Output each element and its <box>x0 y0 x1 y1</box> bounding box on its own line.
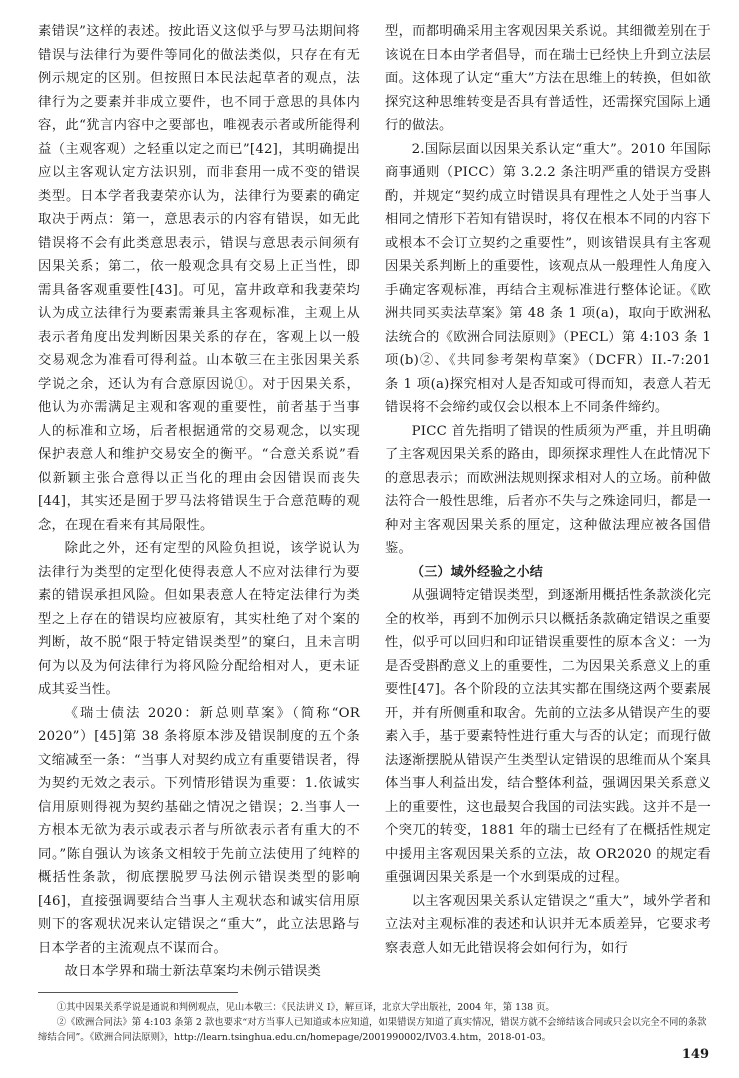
right-paragraph-4: 从强调特定错误类型，到逐渐用概括性条款淡化完全的枚举，再到不加例示只以概括条款确定错误之重要性，似乎可以回归和印证错误重要性的原本含义：一为是否受斟酌意义上的重要性，二为因果关系意义上的重要性[47]。各个阶段的立法其实都在围绕这两个要素展开，并有所侧重和取舍。先前的立法多从错误产生的要素入手，基于要素特性进行重大与否的认定；而现行做法逐渐摆脱从错误产生类型认定错误的思维而从个案具体当事人利益出发，结合整体利益，强调因果关系意义上的重要性，这也最契合我国的司法实践。这并不是一个突兀的转变，1881 年的瑞士已经有了在概括性规定中援用主客观因果关系的立法，故 OR2020 的规定看重强调因果关系是一个水到渠成的过程。 <box>385 588 711 885</box>
right-paragraph-2: 2.国际层面以因果关系认定“重大”。2010 年国际商事通则（PICC）第 3.2.2 条注明严重的错误方受斟酌，并规定“契约成立时错误具有理性之人处于当事人相同之情形下若知有错误时，将仅在根本不同的内容下或根本不会订立契约之重要性”，则该错误具有主客观因果关系判断上的重要性，该观点从一般理性人角度入手确定客观标准，再结合主观标准进行整体论证。《欧洲共同买卖法草案》第 48 条 1 项(a)，取向于欧洲私法统合的《欧洲合同法原则》（PECL）第 4:103 条 1 项(b)②、《共同参考架构草案》（DCFR）II.-7:201 条 1 项(a)探究相对人是否知或可得而知，表意人若无错误将不会缔约或仅会以根本上不同条件缔约。 <box>385 141 711 415</box>
left-paragraph-4: 故日本学界和瑞士新法草案均未例示错误类 <box>64 964 322 979</box>
right-text-column <box>385 20 711 960</box>
footnote-divider <box>38 992 238 993</box>
left-text-column <box>38 20 360 984</box>
footnote-2: ②《欧洲合同法》第 4:103 条第 2 款也要求“对方当事人已知道或本应知道，如果错误方知道了真实情况，错误方就不会缔结该合同或只会以完全不同的条款缔结合同”。《欧洲合同法原则》，http://learn.tsinghua.edu.cn/homepage/2001990002/IV03.4.htm，2018-01-03。 <box>38 1017 707 1043</box>
right-paragraph-5: 以主客观因果关系认定错误之“重大”，域外学者和立法对主观标准的表述和认识并无本质差异，它要求考察表意人如无此错误将会如何行为，如行 <box>385 893 711 956</box>
right-paragraph-1: 型，而都明确采用主客观因果关系说。其细微差别在于该说在日本由学者倡导，而在瑞士已经快上升到立法层面。这体现了认定“重大”方法在思维上的转换，但如欲探究这种思维转变是否具有普适性，还需探究国际上通行的做法。 <box>385 24 711 133</box>
left-paragraph-1: 素错误”这样的表述。按此语义这似乎与罗马法期间将错误与法律行为要件等同化的做法类似，只存在有无例示规定的区别。但按照日本民法起草者的观点，法律行为之要素并非成立要件，也不同于意思的具体内容，此“犹言内容中之要部也，唯视表示者或所能得利益（主观客观）之轻重以定之而已”[42]，其明确提出应以主客观认定方法识别，而非套用一成不变的错误类型。日本学者我妻荣亦认为，法律行为要素的确定取决于两点：第一，意思表示的内容有错误，如无此错误将不会有此类意思表示，错误与意思表示间须有因果关系；第二，依一般观念具有交易上正当性，即需具备客观重要性[43]。可见，富井政章和我妻荣均认为成立法律行为要素需兼具主客观标准，主观上从表示者角度出发判断因果关系的存在，客观上以一般交易观念为准看可得利益。山本敬三在主张因果关系学说之余，还认为有合意原因说①。对于因果关系，他认为亦需满足主观和客观的重要性，前者基于当事人的标准和立场，后者根据通常的交易观念，以实现保护表意人和维护交易安全的衡平。“合意关系说”看似新颖主张合意得以正当化的理由会因错误而丧失[44]，其实还是囿于罗马法将错误生于合意范畴的观念，在现在看来有其局限性。 <box>38 24 360 533</box>
left-paragraph-3: 《瑞士债法 2020：新总则草案》（简称“OR 2020”）[45]第 38 条将原本涉及错误制度的五个条文缩减至一条：“当事人对契约成立有重要错误者，得为契约无效之表示。下列情形错误为重要：1.依诚实信用原则得视为契约基础之情况之错误；2.当事人一方根本无欲为表示或表示者与所欲表示者有重大的不同。”陈自强认为该条文相较于先前立法使用了纯粹的概括性条款，彻底摆脱罗马法例示错误类型的影响[46]，直接强调要结合当事人主观状态和诚实信用原则下的客观状况来认定错误之“重大”，此立法思路与日本学者的主流观点不谋而合。 <box>38 705 360 956</box>
right-paragraph-3: PICC 首先指明了错误的性质须为严重，并且明确了主客观因果关系的路由，即须探求理性人在此情况下的意思表示；而欧洲法规则探求相对人的立场。前种做法符合一般性思维，后者亦不失与之殊途同归，都是一种对主客观因果关系的厘定，这种做法理应被各国借鉴。 <box>385 423 711 556</box>
footnote-1: ①其中因果关系学说是通说和判例观点，见山本敬三：《民法讲义 I》，解亘译，北京大学出版社，2004 年，第 138 页。 <box>56 1002 555 1013</box>
section-heading: （三）域外经验之小结 <box>411 564 544 580</box>
page-number: 149 <box>681 1047 709 1062</box>
footnotes <box>38 1000 710 1045</box>
left-paragraph-2: 除此之外，还有定型的风险负担说，该学说认为法律行为类型的定型化使得表意人不应对法律行为要素的错误承担风险。但如果表意人在特定法律行为类型之上存在的错误均应被原宥，其实杜绝了对个案的判断，故不脱“限于特定错误类型”的窠臼，且未言明何为以及为何法律行为将风险分配给相对人，更未证成其妥当性。 <box>38 541 360 697</box>
